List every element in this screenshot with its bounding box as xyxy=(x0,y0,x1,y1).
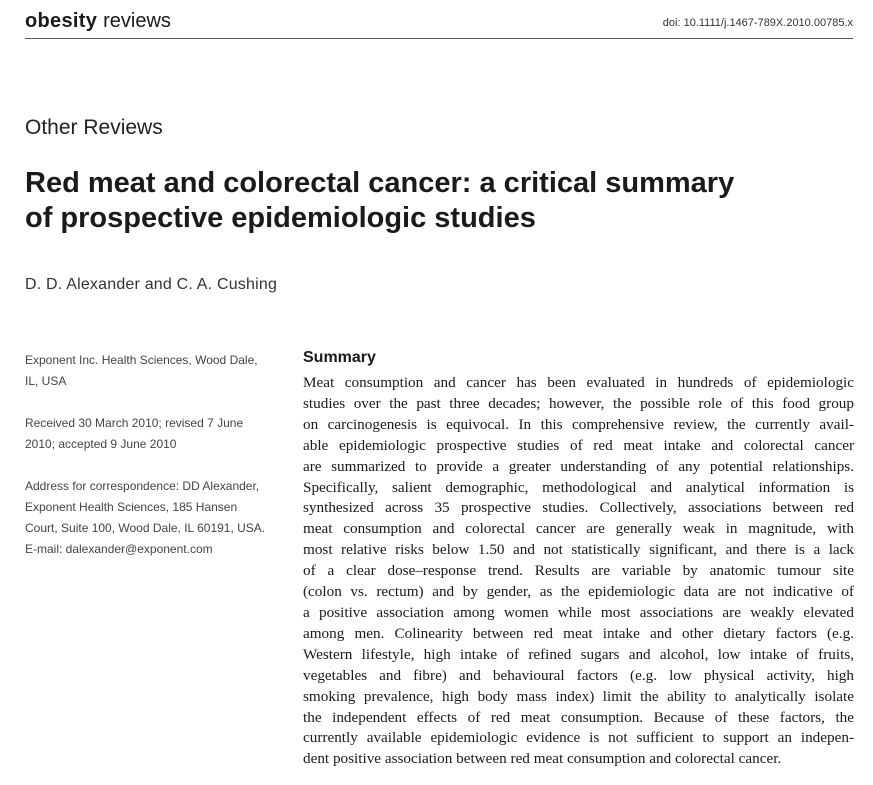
article-title xyxy=(25,166,845,236)
address-line: Court, Suite 100, Wood Dale, IL 60191, USA. xyxy=(25,521,266,535)
summary-line: of a clear dose–response trend. Results are variable by anatomic tumour site xyxy=(303,562,854,580)
summary-line: are summarized to provide a greater understanding of any potential relationships. xyxy=(303,457,854,475)
summary-line: (colon vs. rectum) and by gender, as the epidemiologic data are not indicative of xyxy=(303,583,854,601)
summary-line: among men. Colinearity between red meat intake and other dietary factors (e.g. xyxy=(303,624,854,642)
summary-line: on carcinogenesis is equivocal. In this comprehensive review, the currently avail- xyxy=(303,415,854,433)
summary-line: a positive association among women while most associations are weakly elevated xyxy=(303,603,854,621)
summary-text xyxy=(303,373,854,770)
summary-line: Meat consumption and cancer has been evaluated in hundreds of epidemiologic xyxy=(303,374,854,391)
section-label: Other Reviews xyxy=(25,116,163,139)
summary-line: vegetables and fibre) and behavioural factors (e.g. low physical activity, high xyxy=(303,666,854,684)
received-dates xyxy=(25,413,280,455)
email-line[interactable]: E-mail: dalexander@exponent.com xyxy=(25,542,213,556)
summary-line: synthesized across 35 prospective studies. Collectively, associations between red xyxy=(303,499,854,517)
journal-name xyxy=(25,10,171,33)
address-line: Address for correspondence: DD Alexander, xyxy=(25,479,260,493)
summary-line: meat consumption and colorectal cancer are generally weak in magnitude, with xyxy=(303,520,854,538)
summary-heading: Summary xyxy=(303,349,376,366)
affiliation-line: Exponent Inc. Health Sciences, Wood Dale, xyxy=(25,353,258,367)
dates-line: Received 30 March 2010; revised 7 June xyxy=(25,416,244,430)
dates-line: 2010; accepted 9 June 2010 xyxy=(25,437,177,451)
summary-line: studies over the past three decades; however, the possible role of this food group xyxy=(303,394,854,412)
summary-line: able epidemiologic prospective studies of red meat intake and colorectal cancer xyxy=(303,436,854,454)
affiliation xyxy=(25,350,280,392)
authors: D. D. Alexander and C. A. Cushing xyxy=(25,276,278,293)
summary-line: smoking prevalence, high body mass index) limit the ability to analytically isolate xyxy=(303,687,854,705)
summary-line: most relative risks below 1.50 and not statistically significant, and there is a lack xyxy=(303,541,854,559)
summary-line: Specifically, salient demographic, methodological and analytical information is xyxy=(303,478,854,496)
address-line: Exponent Health Sciences, 185 Hansen xyxy=(25,500,238,514)
title-line: Red meat and colorectal cancer: a critical summary xyxy=(25,167,735,199)
title-line: of prospective epidemiologic studies xyxy=(25,202,536,234)
correspondence-address xyxy=(25,476,280,560)
journal-name-bold: obesity xyxy=(25,10,98,32)
journal-header xyxy=(25,8,853,39)
journal-name-rest: reviews xyxy=(103,10,171,32)
summary-line: dent positive association between red meat consumption and colorectal cancer. xyxy=(303,750,782,768)
affiliation-line: IL, USA xyxy=(25,374,67,388)
summary-line: the independent effects of red meat consumption. Because of these factors, the xyxy=(303,708,854,726)
summary-line: currently available epidemiologic evidence is not sufficient to support an indepen- xyxy=(303,729,854,747)
summary-line: Western lifestyle, high intake of refined sugars and alcohol, low intake of fruits, xyxy=(303,645,854,663)
doi-text[interactable]: doi: 10.1111/j.1467-789X.2010.00785.x xyxy=(662,17,853,29)
